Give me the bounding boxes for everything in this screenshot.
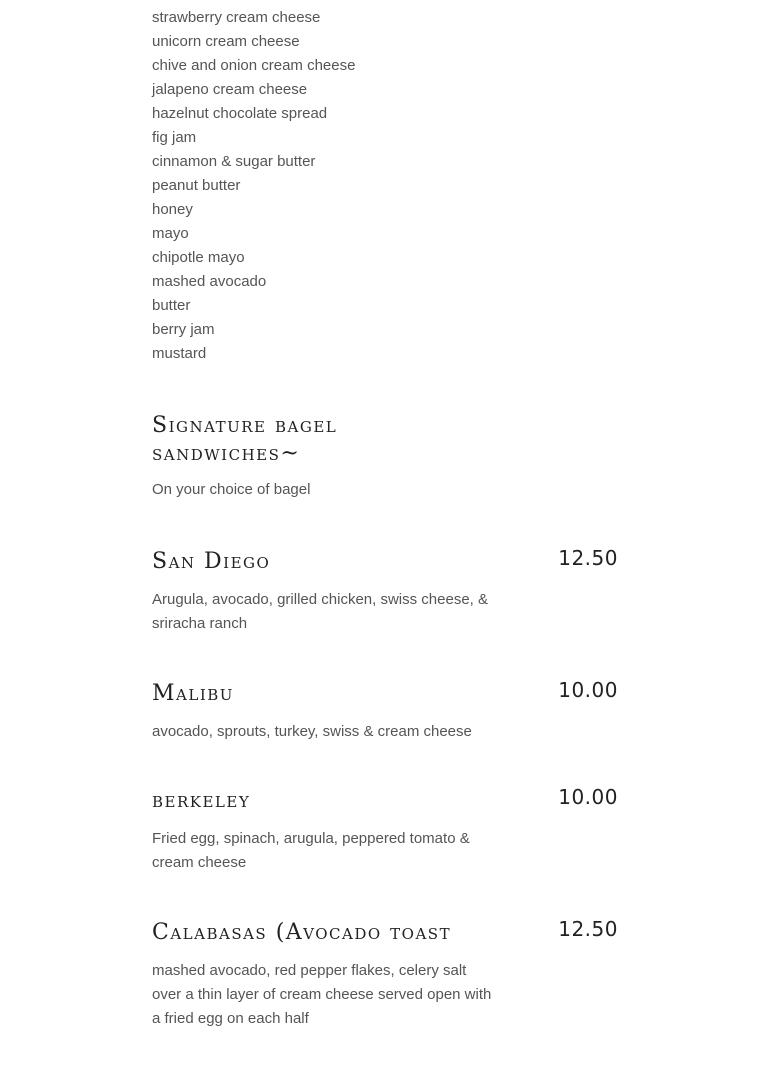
spreads-list bbox=[152, 6, 355, 366]
section-subtitle: On your choice of bagel bbox=[152, 481, 311, 498]
menu-item-name: berkeley bbox=[152, 788, 251, 813]
spread-item: hazelnut chocolate spread bbox=[152, 105, 328, 122]
spread-item: peanut butter bbox=[152, 177, 241, 194]
spread-item: jalapeno cream cheese bbox=[152, 81, 308, 98]
menu-item-description: Arugula, avocado, grilled chicken, swiss cheese, & sriracha ranch bbox=[152, 591, 489, 632]
menu-item-san-diego bbox=[152, 548, 618, 636]
menu-item-calabasas bbox=[152, 919, 618, 1031]
menu-item-name: Malibu bbox=[152, 681, 234, 706]
spread-item: strawberry cream cheese bbox=[152, 9, 321, 26]
menu-item-name: Calabasas (Avocado toast bbox=[152, 920, 452, 945]
menu-item-price: 10.00 bbox=[558, 785, 618, 809]
menu-item-price: 12.50 bbox=[558, 546, 618, 570]
spread-item: honey bbox=[152, 201, 193, 218]
menu-item-description: avocado, sprouts, turkey, swiss & cream cheese bbox=[152, 723, 472, 740]
spread-item: mayo bbox=[152, 225, 189, 242]
spread-item: mashed avocado bbox=[152, 273, 267, 290]
menu-item-malibu bbox=[152, 680, 618, 744]
menu-item-description: Fried egg, spinach, arugula, peppered tomato & cream cheese bbox=[152, 830, 470, 871]
menu-item-price: 10.00 bbox=[558, 678, 618, 702]
section-title: Signature bagel sandwiches~ bbox=[152, 413, 338, 466]
spread-item: butter bbox=[152, 297, 191, 314]
menu-item-name: San Diego bbox=[152, 549, 271, 574]
spread-item: fig jam bbox=[152, 129, 197, 146]
spread-item: chipotle mayo bbox=[152, 249, 245, 266]
spread-item: chive and onion cream cheese bbox=[152, 57, 356, 74]
spread-item: unicorn cream cheese bbox=[152, 33, 300, 50]
spread-item: berry jam bbox=[152, 321, 215, 338]
menu-item-description: mashed avocado, red pepper flakes, celery salt over a thin layer of cream cheese served open with a fried egg on each half bbox=[152, 962, 492, 1027]
menu-item-price: 12.50 bbox=[558, 917, 618, 941]
menu-item-berkeley bbox=[152, 787, 618, 875]
spread-item: mustard bbox=[152, 345, 207, 362]
spread-item: cinnamon & sugar butter bbox=[152, 153, 316, 170]
